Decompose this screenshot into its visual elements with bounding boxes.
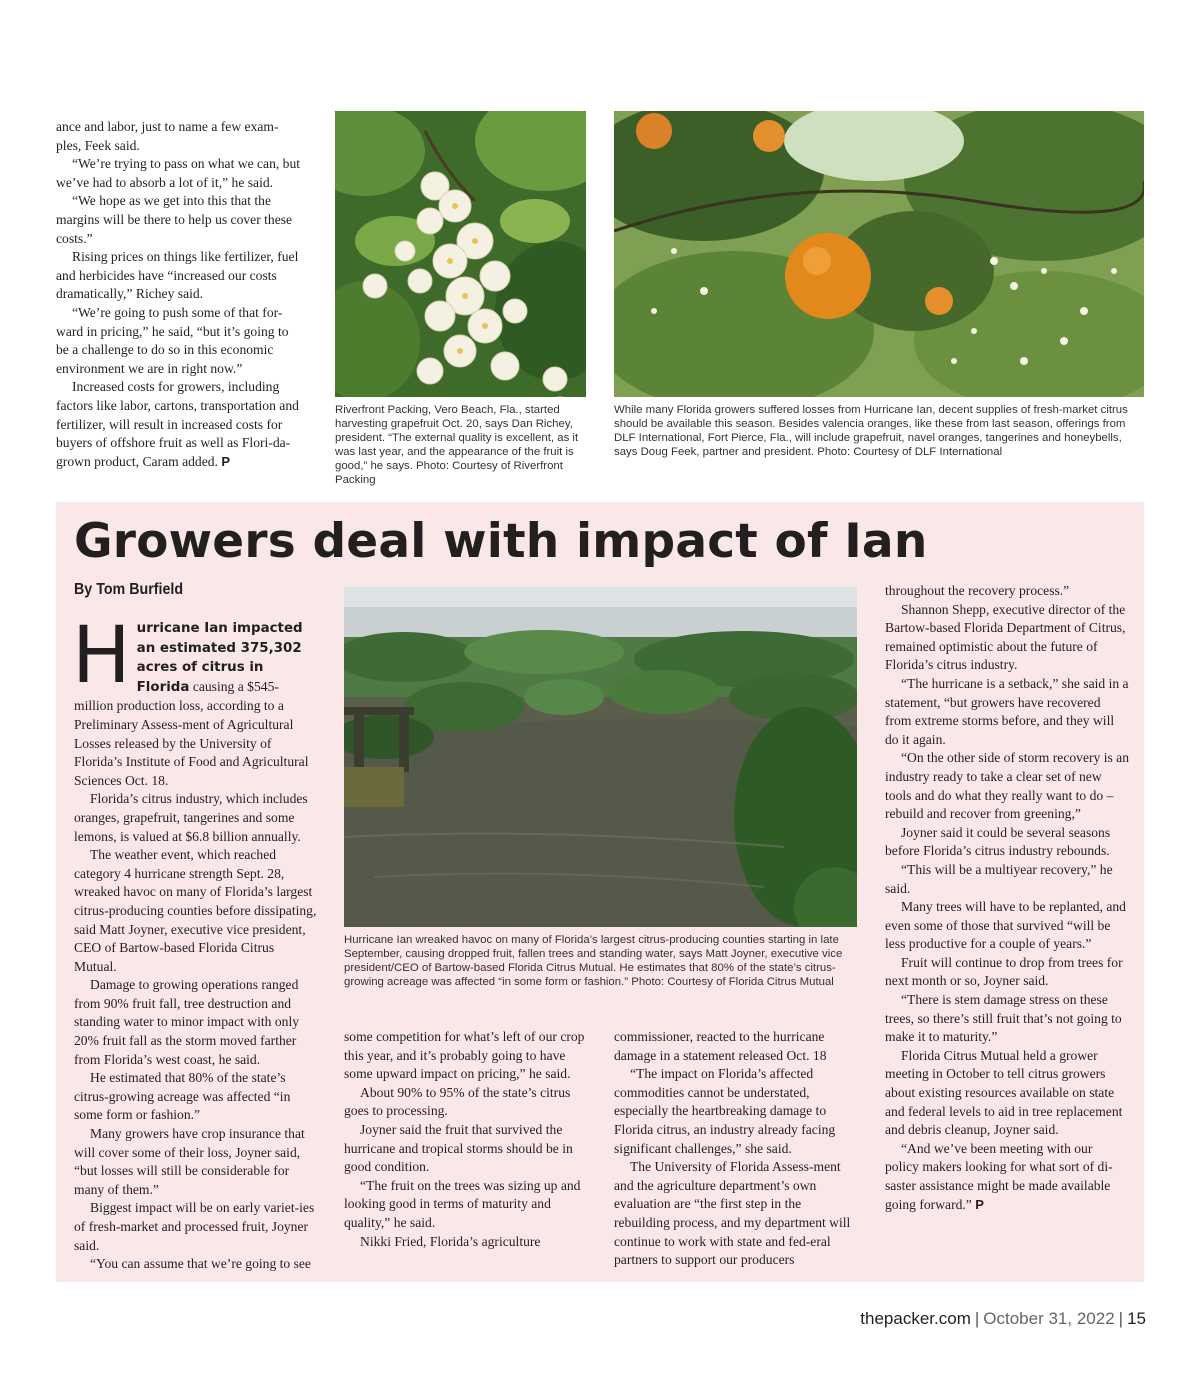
page-number: 15: [1127, 1309, 1146, 1328]
paragraph: Florida’s citrus industry, which includes oranges, grapefruit, tangerines and some lemons, is valued at $6.8 billion annually.: [74, 791, 308, 844]
paragraph: The weather event, which reached category 4 hurricane strength Sept. 28, wreaked havoc on many of Florida’s largest citrus-producing counties before dissipating, said Matt Joyner, executive vice president, CEO of Bartow-based Florida Citrus Mutual.: [74, 847, 317, 974]
paragraph: Shannon Shepp, executive director of the Bartow-based Florida Department of Citrus, remained optimistic about the future of Florida’s citrus industry.: [885, 601, 1126, 673]
end-mark: P: [975, 1196, 984, 1212]
paragraph: Damage to growing operations ranged from 90% fruit fall, tree destruction and standing water to minor impact with only 20% fruit fall as the storm moved farther from Florida’s west coast, he said.: [74, 977, 300, 1067]
article-column-1: [72, 611, 318, 1274]
citrus-blossom-photo: [335, 111, 586, 397]
paragraph: “The impact on Florida’s affected commodities cannot be understated, especially the heartbreaking damage to Florida citrus, an industry already facing significant challenges,” she said.: [614, 1066, 836, 1156]
paragraph: He estimated that 80% of the state’s citrus-growing acreage was affected “in some form or fashion.”: [74, 1070, 291, 1123]
paragraph: “The hurricane is a setback,” she said in a statement, “but growers have recovered from extreme storms before, and they will do it again.: [885, 675, 1129, 747]
paragraph: “We hope as we get into this that the margins will be there to help us cover these costs.”: [56, 193, 293, 246]
paragraph: Joyner said it could be several seasons before Florida’s citrus industry rebounds.: [885, 824, 1111, 859]
paragraph: “On the other side of storm recovery is an industry ready to take a clear set of new tools and do what they really want to do – rebuild and recover from greening,”: [885, 750, 1130, 822]
flooded-grove-photo: [344, 587, 857, 927]
lede-paragraph: [72, 611, 318, 790]
article-column-2: [344, 1028, 588, 1251]
paragraph: throughout the recovery process.”: [885, 583, 1070, 598]
paragraph: some competition for what’s left of our crop this year, and it’s probably going to have some upward impact on pricing,” he said.: [344, 1029, 585, 1082]
paragraph-text: Increased costs for growers, including factors like labor, cartons, transportation and fertilizer, will result in increased costs for buyers of offshore fruit as well as Flori-da-grown product, Caram added.: [56, 379, 299, 469]
paragraph: Nikki Fried, Florida’s agriculture: [360, 1233, 541, 1249]
article-headline: Growers deal with impact of Ian: [74, 514, 928, 569]
paragraph: [56, 378, 302, 471]
article-byline: By Tom Burfield: [74, 581, 184, 598]
orange-photo-caption: While many Florida growers suffered losses from Hurricane Ian, decent supplies of fresh-market citrus should be available this season. Besides valencia oranges, like these from last season, offerings from DLF International, Fort Pierce, Fla., will include grapefruit, navel oranges, tangerines and honeybells, says Doug Feek, partner and president. Photo: Courtesy of DLF International: [614, 404, 1128, 458]
lede-rest: causing a $545-million production loss, according to a Preliminary Assess-ment of Agricultural Losses released by the University of Florida’s Institute of Food and Agricultural Sciences Oct. 18.: [74, 678, 309, 788]
paragraph: “We’re going to push some of that for-ward in pricing,” he said, “but it’s going to be a challenge to do so in this economic environment we are in right now.”: [56, 304, 289, 376]
paragraph: “There is stem damage stress on these trees, so there’s still fruit that’s not going to make it to maturity.”: [885, 992, 1122, 1045]
paragraph: commissioner, reacted to the hurricane damage in a statement released Oct. 18: [614, 1029, 827, 1063]
page-footer: [860, 1309, 1146, 1329]
end-mark: P: [221, 453, 231, 469]
paragraph: Biggest impact will be on early variet-ies of fresh-market and processed fruit, Joyner said.: [74, 1200, 315, 1253]
paragraph: [885, 1140, 1129, 1214]
paragraph: Fruit will continue to drop from trees for next month or so, Joyner said.: [885, 954, 1123, 989]
paragraph: “This will be a multiyear recovery,” he said.: [885, 861, 1113, 896]
paragraph: Florida Citrus Mutual held a grower meeting in October to tell citrus growers about existing resources available on state and federal levels to aid in tree replacement and debris cleanup, Joyner said.: [885, 1047, 1123, 1138]
footer-date: October 31, 2022: [983, 1309, 1115, 1328]
article-column-4: [885, 582, 1129, 1214]
lede-bold: urricane Ian impacted an estimated 375,302 acres of citrus in Florida: [136, 621, 303, 695]
paragraph: Joyner said the fruit that survived the hurricane and tropical storms should be in good condition.: [344, 1121, 573, 1175]
valencia-orange-photo: [614, 111, 1144, 397]
flood-photo-caption: Hurricane Ian wreaked havoc on many of Florida’s largest citrus-producing counties starting in late September, causing dropped fruit, fallen trees and standing water, says Matt Joyner, executive vice president/CEO of Bartow-based Florida Citrus Mutual. He estimates that 80% of the state’s citrus-growing acreage was affected “in some form or fashion.” Photo: Courtesy of Florida Citrus Mutual: [344, 934, 843, 988]
paragraph: ance and labor, just to name a few exam-ples, Feek said.: [56, 119, 279, 153]
footer-separator: |: [974, 1309, 980, 1328]
paragraph: The University of Florida Assess-ment and the agriculture department’s own evaluation are “the first step in the rebuilding process, and my department will continue to work with state and fed-eral partners to support our producers: [614, 1159, 851, 1268]
article-column-3: [614, 1028, 858, 1270]
paragraph: “We’re trying to pass on what we can, but we’ve had to absorb a lot of it,” he said.: [56, 156, 301, 190]
paragraph: About 90% to 95% of the state’s citrus goes to processing.: [344, 1084, 571, 1119]
footer-separator: |: [1118, 1309, 1124, 1328]
paragraph: Many growers have crop insurance that will cover some of their loss, Joyner said, “but losses will still be considerable for many of them.”: [74, 1126, 305, 1197]
paragraph: “The fruit on the trees was sizing up and looking good in terms of maturity and quality,” he said.: [344, 1177, 581, 1230]
blossom-photo-caption: Riverfront Packing, Vero Beach, Fla., started harvesting grapefruit Oct. 20, says Dan Richey, president. “The external quality is excellent, as it was last year, and the appearance of the fruit is good,” he says. Photo: Courtesy of Riverfront Packing: [335, 404, 579, 486]
top-left-column: [56, 118, 302, 471]
drop-cap: H: [72, 611, 131, 701]
paragraph: Many trees will have to be replanted, and even some of those that survived “will be less productive for a couple of years.”: [885, 899, 1126, 952]
paragraph: Rising prices on things like fertilizer, fuel and herbicides have “increased our costs dramatically,” Richey said.: [56, 249, 299, 302]
paragraph: “You can assume that we’re going to see: [90, 1256, 311, 1272]
paragraph-text: “And we’ve been meeting with our policy makers looking for what sort of di-saster assistance might be made available going forward.”: [885, 1140, 1113, 1212]
footer-site[interactable]: thepacker.com: [860, 1309, 971, 1328]
